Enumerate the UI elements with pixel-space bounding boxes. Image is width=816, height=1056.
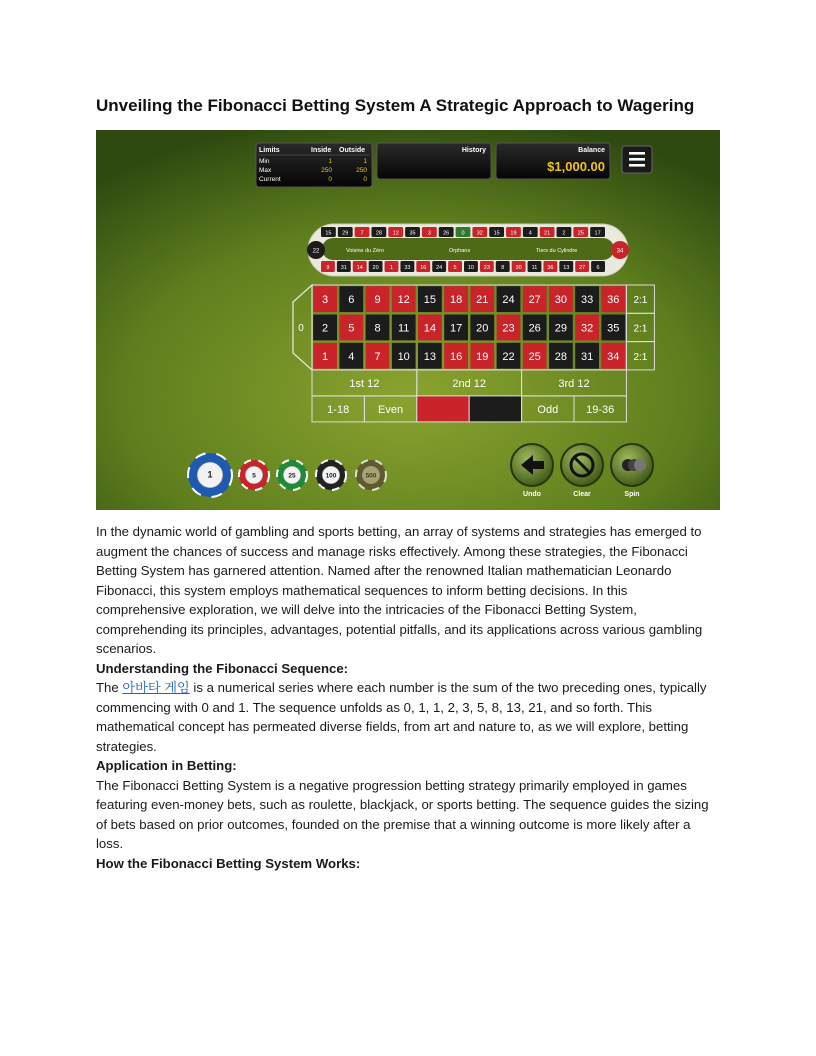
section-heading: Application in Betting: — [96, 758, 237, 773]
number-label: 2 — [322, 322, 329, 335]
menu-button[interactable] — [622, 146, 652, 173]
racetrack-number: 28 — [375, 230, 382, 237]
history-label: History — [461, 147, 486, 154]
number-label: 20 — [476, 322, 489, 335]
racetrack-number: 4 — [528, 230, 532, 237]
chip-500[interactable] — [356, 460, 386, 490]
number-label: 17 — [449, 322, 463, 335]
paragraph — [96, 678, 720, 756]
outside-bet-label: Even — [378, 403, 404, 416]
number-label: 30 — [554, 294, 568, 307]
racetrack-number: 35 — [409, 230, 416, 237]
balance-value: $1,000.00 — [547, 159, 605, 174]
section-heading: Understanding the Fibonacci Sequence: — [96, 660, 349, 676]
racetrack-number: 15 — [325, 230, 332, 237]
outside-bet-label: 1-18 — [327, 403, 350, 416]
limits-current-outside: 0 — [363, 176, 367, 183]
undo-label: Undo — [523, 491, 541, 498]
racetrack-number: 1 — [389, 265, 394, 271]
racetrack-number: 25 — [577, 230, 584, 237]
racetrack-number: 14 — [356, 265, 363, 271]
number-label: 21 — [476, 294, 489, 307]
balance-panel — [496, 143, 610, 179]
racetrack-number: 22 — [312, 248, 320, 255]
limits-header: Limits — [259, 147, 280, 154]
limits-panel — [256, 143, 372, 187]
racetrack-number: 36 — [547, 265, 554, 271]
balance-label: Balance — [578, 147, 605, 154]
number-label: 27 — [528, 294, 541, 307]
number-label: 7 — [374, 350, 381, 363]
number-label: 8 — [374, 322, 381, 335]
number-label: 18 — [449, 294, 463, 307]
spin-label: Spin — [624, 491, 640, 498]
chip-value: 100 — [325, 472, 337, 480]
racetrack-section[interactable]: Voisins du Zéro — [346, 248, 384, 254]
racetrack-number: 7 — [360, 230, 364, 237]
racetrack-number: 9 — [326, 265, 330, 271]
racetrack-number: 23 — [483, 265, 490, 271]
number-label: 9 — [374, 294, 381, 307]
outside-bet-label: Odd — [537, 403, 559, 416]
limits-outside-label: Outside — [339, 147, 366, 154]
number-label: 36 — [607, 294, 620, 307]
limits-row-label: Max — [259, 167, 272, 174]
column-label: 2:1 — [633, 351, 648, 363]
limits-inside-label: Inside — [311, 147, 332, 154]
number-label: 25 — [528, 350, 541, 363]
number-label: 5 — [348, 322, 355, 335]
limits-row-label: Min — [259, 158, 270, 165]
racetrack-number: 33 — [404, 265, 411, 271]
racetrack-number: 27 — [579, 265, 586, 271]
number-label: 34 — [607, 350, 620, 363]
spin-balls-icon — [622, 459, 646, 471]
number-label: 26 — [528, 322, 541, 335]
racetrack-number: 24 — [436, 265, 443, 271]
section-heading: How the Fibonacci Betting System Works: — [96, 855, 361, 871]
racetrack-number: 26 — [443, 230, 450, 237]
number-label: 32 — [580, 322, 594, 335]
racetrack[interactable] — [307, 224, 629, 276]
number-label: 31 — [580, 350, 594, 363]
chip-25[interactable] — [277, 460, 307, 490]
number-label: 23 — [502, 322, 515, 335]
number-label: 29 — [554, 322, 568, 335]
number-label: 15 — [423, 294, 437, 307]
chip-100[interactable] — [316, 460, 346, 490]
black-bet[interactable] — [469, 396, 521, 422]
racetrack-number: 34 — [616, 248, 624, 255]
racetrack-number: 5 — [453, 265, 457, 271]
dozen-label: 1st 12 — [349, 377, 380, 390]
racetrack-number: 16 — [420, 265, 427, 271]
chip-5[interactable] — [239, 460, 269, 490]
racetrack-number: 13 — [563, 265, 570, 271]
number-label: 33 — [580, 294, 594, 307]
clear-label: Clear — [573, 491, 591, 498]
racetrack-number: 2 — [562, 230, 566, 237]
chip-value: 25 — [288, 472, 296, 480]
number-label: 4 — [348, 350, 355, 363]
racetrack-number: 29 — [342, 230, 349, 237]
limits-min-inside: 1 — [328, 158, 332, 165]
racetrack-number: 10 — [467, 265, 475, 271]
racetrack-number: 31 — [340, 265, 347, 271]
limits-current-inside: 0 — [328, 176, 332, 183]
chip-1[interactable] — [188, 453, 232, 497]
roulette-screenshot — [96, 130, 720, 510]
number-label: 10 — [397, 350, 410, 363]
number-label: 19 — [476, 350, 489, 363]
limits-row-label: Current — [259, 176, 281, 183]
outside-bet-label: 19-36 — [586, 403, 615, 416]
zero-label[interactable]: 0 — [298, 323, 304, 334]
racetrack-number: 19 — [510, 230, 517, 237]
paragraph-text: The — [96, 680, 123, 695]
racetrack-number: 12 — [392, 230, 399, 237]
dozen-label: 2nd 12 — [452, 377, 487, 390]
number-label: 35 — [607, 322, 620, 335]
limits-max-outside: 250 — [356, 167, 367, 174]
racetrack-number: 32 — [476, 230, 483, 237]
racetrack-number: 8 — [501, 265, 505, 271]
column-label: 2:1 — [633, 323, 648, 335]
hamburger-icon — [629, 152, 645, 167]
number-label: 12 — [397, 294, 410, 307]
number-label: 11 — [397, 322, 410, 335]
limits-min-outside: 1 — [363, 158, 367, 165]
number-label: 1 — [322, 350, 329, 363]
number-label: 16 — [449, 350, 463, 363]
racetrack-number: 11 — [531, 265, 538, 271]
racetrack-number: 6 — [596, 265, 600, 271]
chip-value: 5 — [252, 472, 256, 480]
chip-value: 500 — [365, 472, 377, 480]
racetrack-number: 30 — [515, 265, 522, 271]
number-label: 14 — [423, 322, 437, 335]
racetrack-number: 0 — [461, 230, 465, 237]
racetrack-number: 3 — [427, 230, 431, 237]
page-title: Unveiling the Fibonacci Betting System A Strategic Approach to Wagering — [96, 96, 695, 115]
article-body — [96, 522, 720, 873]
limits-max-inside: 250 — [321, 167, 332, 174]
red-bet[interactable] — [417, 396, 469, 422]
number-label: 28 — [554, 350, 568, 363]
racetrack-number: 21 — [544, 230, 551, 237]
racetrack-section[interactable]: Tiers du Cylindre — [536, 248, 578, 254]
number-label: 24 — [502, 294, 515, 307]
racetrack-number: 17 — [594, 230, 601, 237]
history-panel — [377, 143, 491, 179]
number-label: 3 — [322, 294, 329, 307]
number-label: 22 — [502, 350, 515, 363]
racetrack-number: 15 — [493, 230, 500, 237]
paragraph-text: is a numerical series where each number is the sum of the two preceding ones, typically commencing with 0 and 1. The sequence unfolds as 0, 1, 1, 2, 3, 5, 8, 13, 21, and so forth. This mathematical concept has permeated diverse fields, from art and nature to, as we will explore, betting strategies. — [96, 680, 707, 754]
racetrack-section[interactable]: Orphans — [449, 248, 471, 254]
inline-link[interactable]: 아바타 게임 — [122, 680, 190, 695]
dozen-label: 3rd 12 — [558, 377, 590, 390]
number-label: 13 — [423, 350, 437, 363]
paragraph: In the dynamic world of gambling and sports betting, an array of systems and strategies has emerged to augment the chances of success and manage risks effectively. Among these strategies, the Fibonacci Betting System has garnered attention. Named after the renowned Italian mathematician Leonardo Fibonacci, this system employs mathematical sequences to inform betting decisions. In this comprehensive exploration, we will delve into the intricacies of the Fibonacci Betting System, comprehending its principles, advantages, potential pitfalls, and its applications across various gambling scenarios. — [96, 524, 703, 656]
paragraph: The Fibonacci Betting System is a negative progression betting strategy primarily employed in games featuring even-money bets, such as roulette, blackjack, or sports betting. The sequence guides the sizing of bets based on prior outcomes, founded on the premise that a winning outcome is more likely after a loss. — [96, 777, 709, 851]
chip-value: 1 — [207, 469, 213, 480]
column-label: 2:1 — [633, 295, 648, 307]
number-label: 6 — [348, 294, 355, 307]
racetrack-number: 20 — [372, 265, 379, 271]
